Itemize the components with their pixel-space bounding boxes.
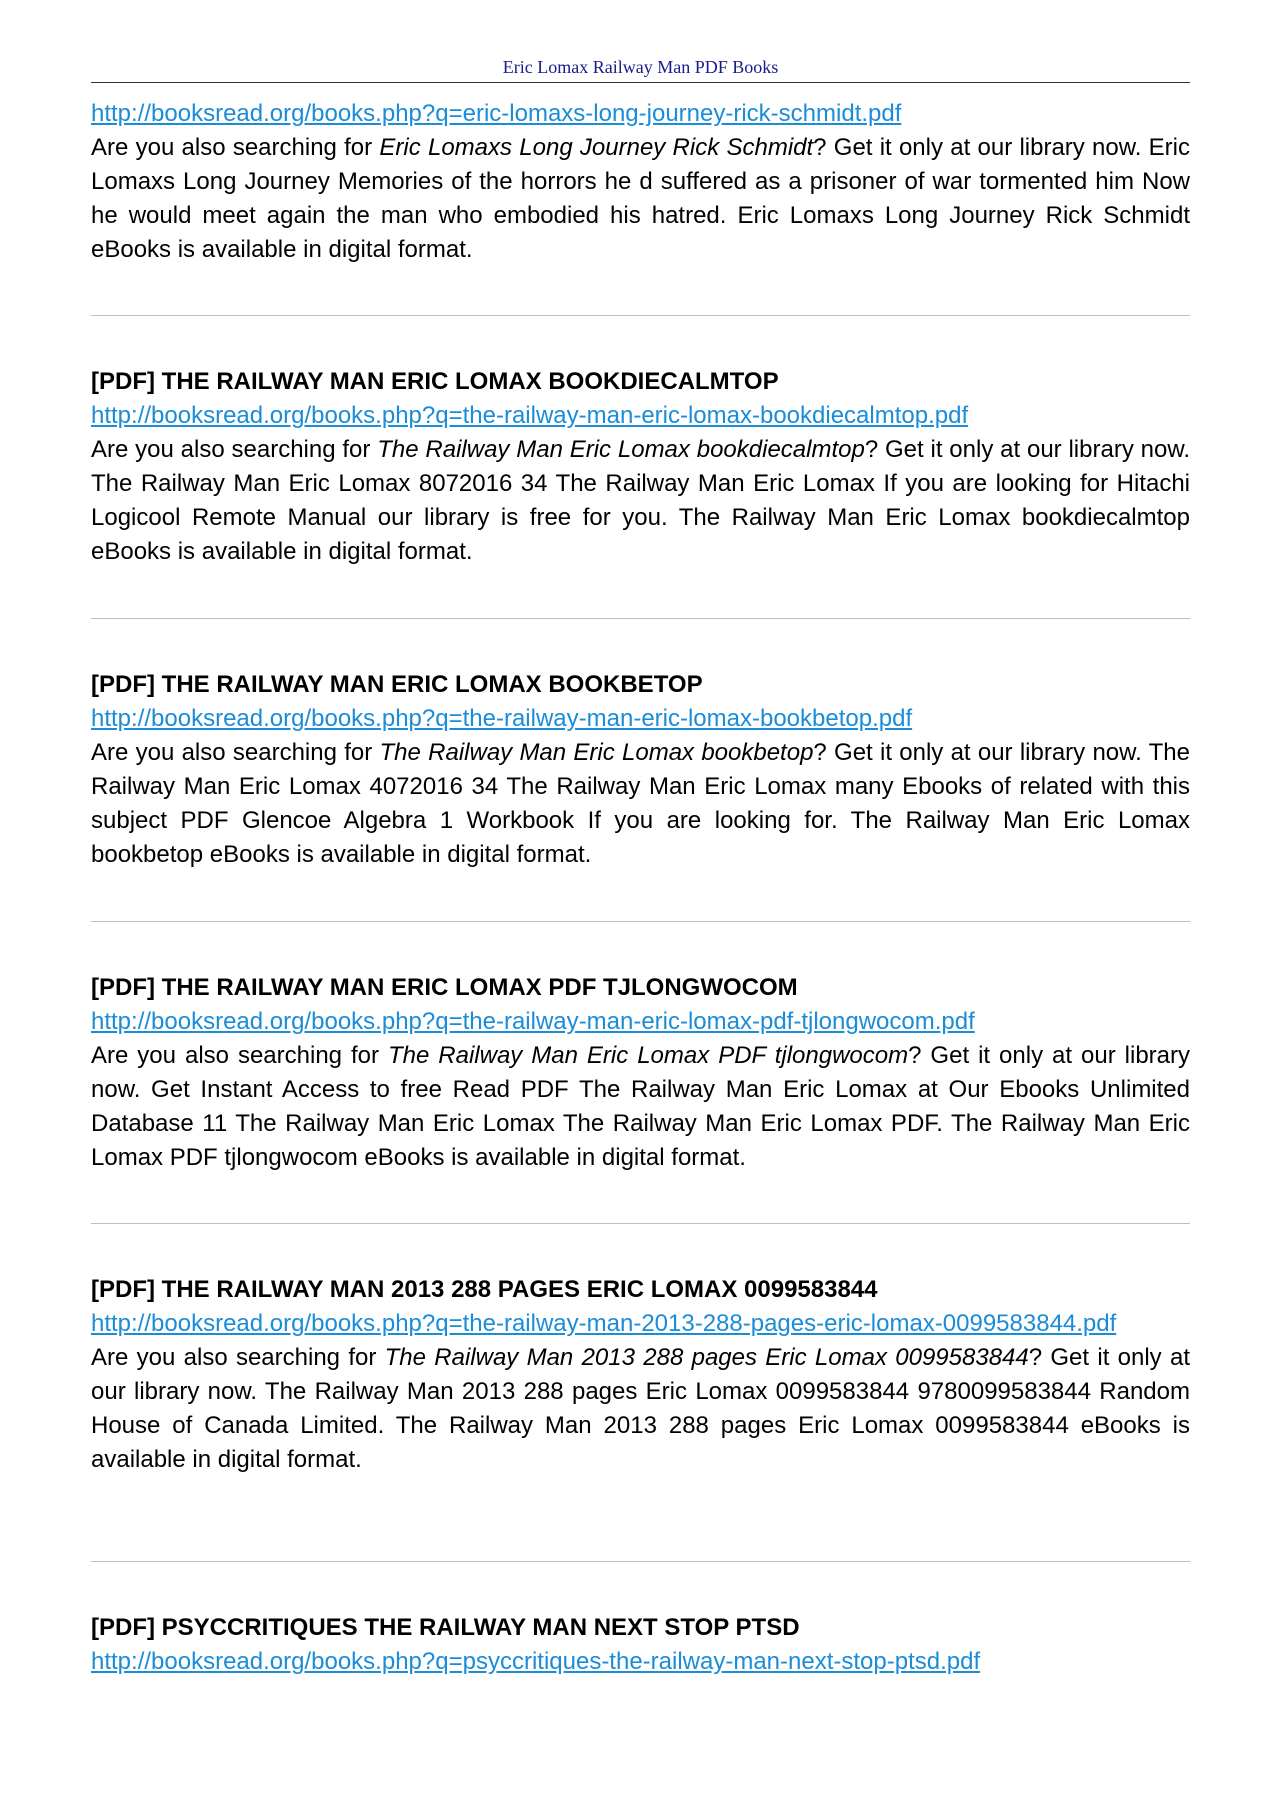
header-rule bbox=[91, 82, 1190, 83]
book-entry bbox=[91, 1611, 1190, 1679]
book-entry bbox=[91, 971, 1190, 1175]
book-link[interactable]: http://booksread.org/books.php?q=the-railway-man-eric-lomax-pdf-tjlongwocom.pdf bbox=[91, 1008, 975, 1035]
running-header: Eric Lomax Railway Man PDF Books bbox=[502, 57, 779, 77]
book-link[interactable]: http://booksread.org/books.php?q=the-railway-man-eric-lomax-bookdiecalmtop.pdf bbox=[91, 402, 969, 429]
book-entry bbox=[91, 365, 1190, 569]
description-prefix: Are you also searching for bbox=[91, 1344, 385, 1371]
book-link[interactable]: http://booksread.org/books.php?q=eric-lomaxs-long-journey-rick-schmidt.pdf bbox=[91, 100, 902, 127]
entry-divider bbox=[91, 315, 1190, 316]
entry-divider bbox=[91, 618, 1190, 619]
description-text: ? Get it only at our library now. The Railway Man Eric Lomax 4072016 34 The Railway Man Eric Lomax many Ebooks of related with this subject PDF Glencoe Algebra 1 Workbook If you are looking for. The Railway Man Eric Lomax bookbetop eBooks is available in digital format. bbox=[91, 739, 1191, 868]
entry-divider bbox=[91, 1561, 1190, 1562]
description-text: ? Get it only at our library now. The Railway Man Eric Lomax 8072016 34 The Railway Man Eric Lomax If you are looking for Hitachi Logicool Remote Manual our library is free for you. The Railway Man Eric Lomax bookdiecalmtop eBooks is available in digital format. bbox=[91, 436, 1190, 565]
description-prefix: Are you also searching for bbox=[91, 739, 380, 766]
description-prefix: Are you also searching for bbox=[91, 134, 380, 161]
description-text: ? Get it only at our library now. Get Instant Access to free Read PDF The Railway Man Eric Lomax at Our Ebooks Unlimited Database 11 The Railway Man Eric Lomax The Railway Man Eric Lomax PDF. The Railway Man Eric Lomax PDF tjlongwocom eBooks is available in digital format. bbox=[91, 1042, 1190, 1171]
entry-divider bbox=[91, 1223, 1190, 1224]
description-text: ? Get it only at our library now. The Railway Man 2013 288 pages Eric Lomax 0099583844 9780099583844 Random House of Canada Limited. The Railway Man 2013 288 pages Eric Lomax 0099583844 eBooks is available in digital format. bbox=[91, 1344, 1190, 1473]
book-description bbox=[91, 736, 1190, 872]
description-prefix: Are you also searching for bbox=[91, 1042, 388, 1069]
book-description bbox=[91, 433, 1190, 569]
description-italic-title: The Railway Man Eric Lomax PDF tjlongwocom bbox=[387, 1042, 909, 1069]
description-text: ? Get it only at our library now. Eric Lomaxs Long Journey Memories of the horrors he d suffered as a prisoner of war tormented him Now he would meet again the man who embodied his hatred. Eric Lomaxs Long Journey Rick Schmidt eBooks is available in digital format. bbox=[91, 134, 1190, 263]
book-title: [PDF] THE RAILWAY MAN ERIC LOMAX BOOKDIECALMTOP bbox=[91, 368, 779, 395]
description-italic-title: The Railway Man 2013 288 pages Eric Lomax 0099583844 bbox=[384, 1344, 1029, 1371]
description-prefix: Are you also searching for bbox=[91, 436, 378, 463]
book-title: [PDF] PSYCCRITIQUES THE RAILWAY MAN NEXT STOP PTSD bbox=[91, 1614, 800, 1641]
book-entry bbox=[91, 1273, 1190, 1477]
book-title: [PDF] THE RAILWAY MAN ERIC LOMAX PDF TJLONGWOCOM bbox=[91, 974, 798, 1001]
book-link[interactable]: http://booksread.org/books.php?q=the-railway-man-eric-lomax-bookbetop.pdf bbox=[91, 705, 913, 732]
description-italic-title: The Railway Man Eric Lomax bookdiecalmtop bbox=[377, 436, 865, 463]
book-link[interactable]: http://booksread.org/books.php?q=psyccritiques-the-railway-man-next-stop-ptsd.pdf bbox=[91, 1648, 981, 1675]
entry-divider bbox=[91, 921, 1190, 922]
book-link[interactable]: http://booksread.org/books.php?q=the-railway-man-2013-288-pages-eric-lomax-0099583844.pdf bbox=[91, 1310, 1117, 1337]
book-description bbox=[91, 1039, 1190, 1175]
book-entry bbox=[91, 97, 1190, 267]
book-title: [PDF] THE RAILWAY MAN ERIC LOMAX BOOKBETOP bbox=[91, 671, 703, 698]
book-entry bbox=[91, 668, 1190, 872]
book-description bbox=[91, 1341, 1190, 1477]
description-italic-title: The Railway Man Eric Lomax bookbetop bbox=[379, 739, 814, 766]
book-title: [PDF] THE RAILWAY MAN 2013 288 PAGES ERIC LOMAX 0099583844 bbox=[91, 1276, 878, 1303]
description-italic-title: Eric Lomaxs Long Journey Rick Schmidt bbox=[379, 134, 814, 161]
book-description bbox=[91, 131, 1190, 267]
